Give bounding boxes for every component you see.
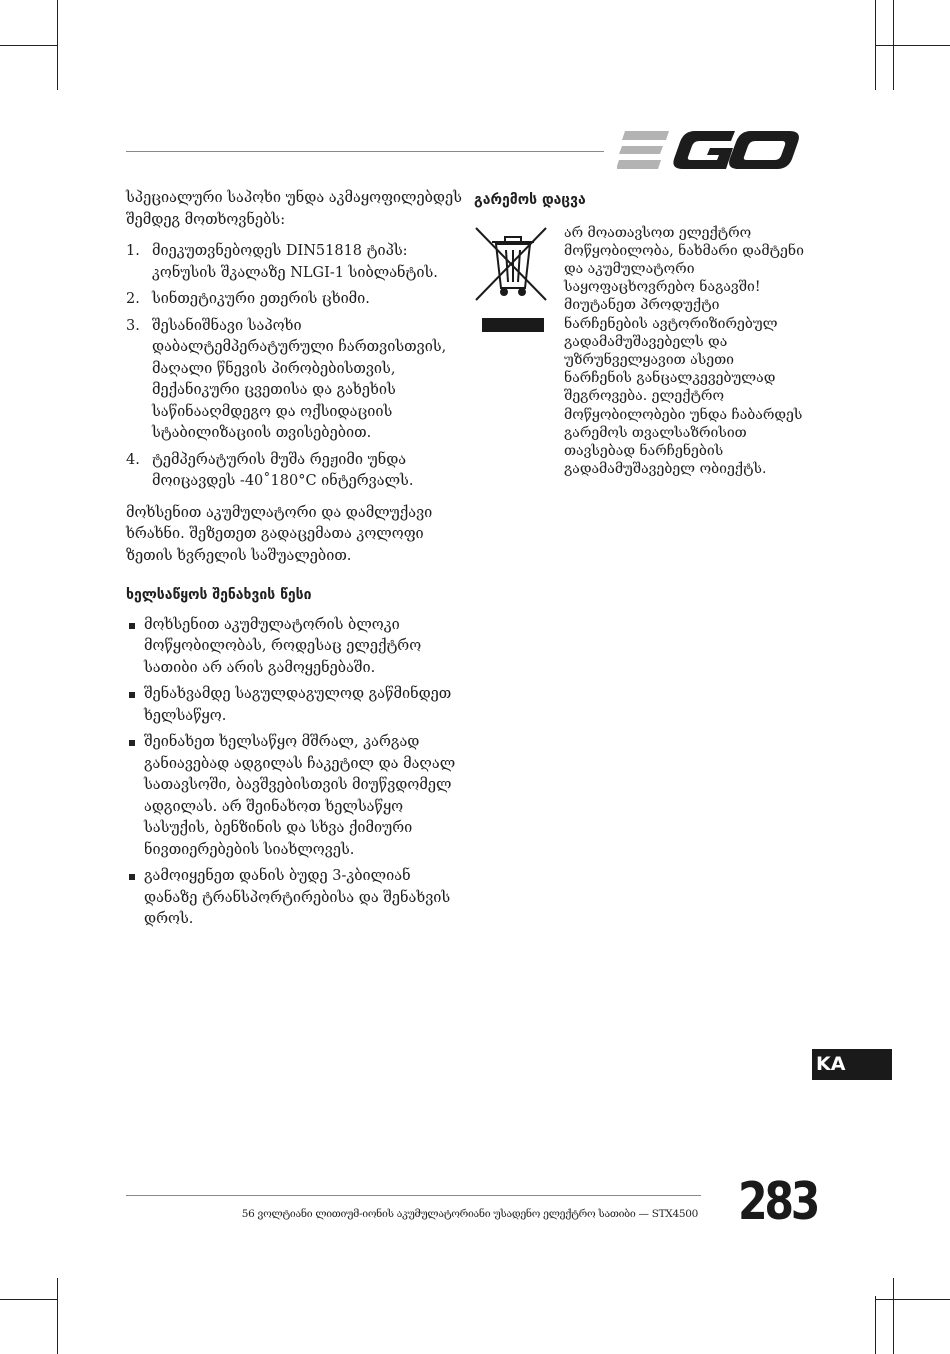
list-item: მოხსენით აკუმულატორის ბლოკი მოწყობილობას, როდესაც ელექტრო სათიბი არ არის გამოყენებაში. — [126, 615, 466, 680]
gearbox-instruction: მოხსენით აკუმულატორი და დამლუქავი ხრახნი. შეზეთეთ გადაცემათა კოლოფი ზეთის ხვრელის საშუალებით. — [126, 504, 433, 564]
list-number: 1. — [126, 243, 140, 259]
crop-mark — [57, 1278, 58, 1354]
crop-mark — [875, 1296, 876, 1354]
left-column — [126, 188, 466, 941]
storage-list — [126, 615, 466, 931]
crop-mark — [893, 1278, 894, 1354]
crossed-out-bin-icon — [474, 222, 554, 334]
list-item: შეინახეთ ხელსაწყო მშრალ, კარგად განიავებად ადგილას ჩაკეტილ და მაღალ სათავსოში, ბავშვებისთვის მიუწვდომელ ადგილას. არ შეინახოთ ხელსაწყო სასუქის, ბენზინის და სხვა ქიმიური ნივთიერებების სიახლოვეს. — [126, 732, 466, 861]
page-number: 283 — [738, 1172, 818, 1232]
list-item-text: სინთეტიკური ეთერის ცხიმი. — [152, 291, 370, 307]
ego-logo — [617, 128, 801, 176]
crop-mark — [0, 45, 57, 46]
environment-text: არ მოათავსოთ ელექტრო მოწყობილობა, ნახმარი დამტენი და აკუმულატორი საყოფაცხოვრებო ნაგავში! მიუტანეთ პროდუქტი ნარჩენების ავტორიზირებულ გადამამუშავებელს და უზრუნველყავით ასეთი ნარჩენის განცალკევებულად შეგროვება. ელექტრო მოწყობილობები უნდა ჩაბარდეს გარემოს თვალსაზრისით თავსებად ნარჩენების გადამამუშავებელ ობიექტს. — [564, 224, 804, 478]
list-item-text: ტემპერატურის მუშა რეჟიმი უნდა მოიცავდეს -40˚180°C ინტერვალს. — [152, 451, 414, 489]
grease-requirements-list — [126, 241, 466, 493]
ego-logo-mark — [617, 128, 801, 172]
list-number: 2. — [126, 291, 140, 307]
list-item — [126, 450, 466, 493]
list-item-text: მიეკუთვნებოდეს DIN51818 ტიპს: კონუსის შკალაზე NLGI-1 სიბლანტის. — [152, 243, 438, 281]
crop-mark — [0, 1299, 57, 1300]
crop-mark — [875, 1299, 950, 1300]
crop-mark — [57, 0, 58, 90]
list-number: 4. — [126, 451, 140, 468]
list-item: გამოიყენეთ დანის ბუდე 3-კბილიან დანაზე ტრანსპორტირებისა და შენახვის დროს. — [126, 866, 466, 931]
footer-product-title: 56 ვოლტიანი ლითიუმ-იონის აკუმულატორიანი უსადენო ელექტრო სათიბი — STX4500 — [241, 1208, 698, 1220]
list-item — [126, 316, 466, 445]
list-number: 3. — [126, 317, 140, 334]
list-item — [126, 241, 466, 284]
crop-mark — [875, 45, 950, 46]
header-rule — [126, 151, 604, 152]
list-item: შენახვამდე საგულდაგულოდ გაწმინდეთ ხელსაწყო. — [126, 684, 466, 727]
grease-intro: სპეციალური საპოხი უნდა აკმაყოფილებდეს შემდეგ მოთხოვნებს: — [126, 190, 462, 228]
list-item-text: შესანიშნავი საპოხი დაბალტემპერატურული ჩართვისთვის, მაღალი წნევის პირობებისთვის, მექანიკური ცვეთისა და გახეხის საწინააღმდეგო და ოქსიდაციის სტაბილიზაციის თვისებებით. — [152, 317, 447, 441]
right-column — [474, 190, 804, 478]
weee-symbol — [474, 222, 554, 342]
storage-heading: ხელსაწყოს შენახვის წესი — [126, 587, 312, 603]
footer-rule — [126, 1195, 701, 1196]
list-item — [126, 289, 466, 311]
language-badge: KA — [812, 1049, 892, 1080]
environment-heading: გარემოს დაცვა — [474, 192, 586, 208]
